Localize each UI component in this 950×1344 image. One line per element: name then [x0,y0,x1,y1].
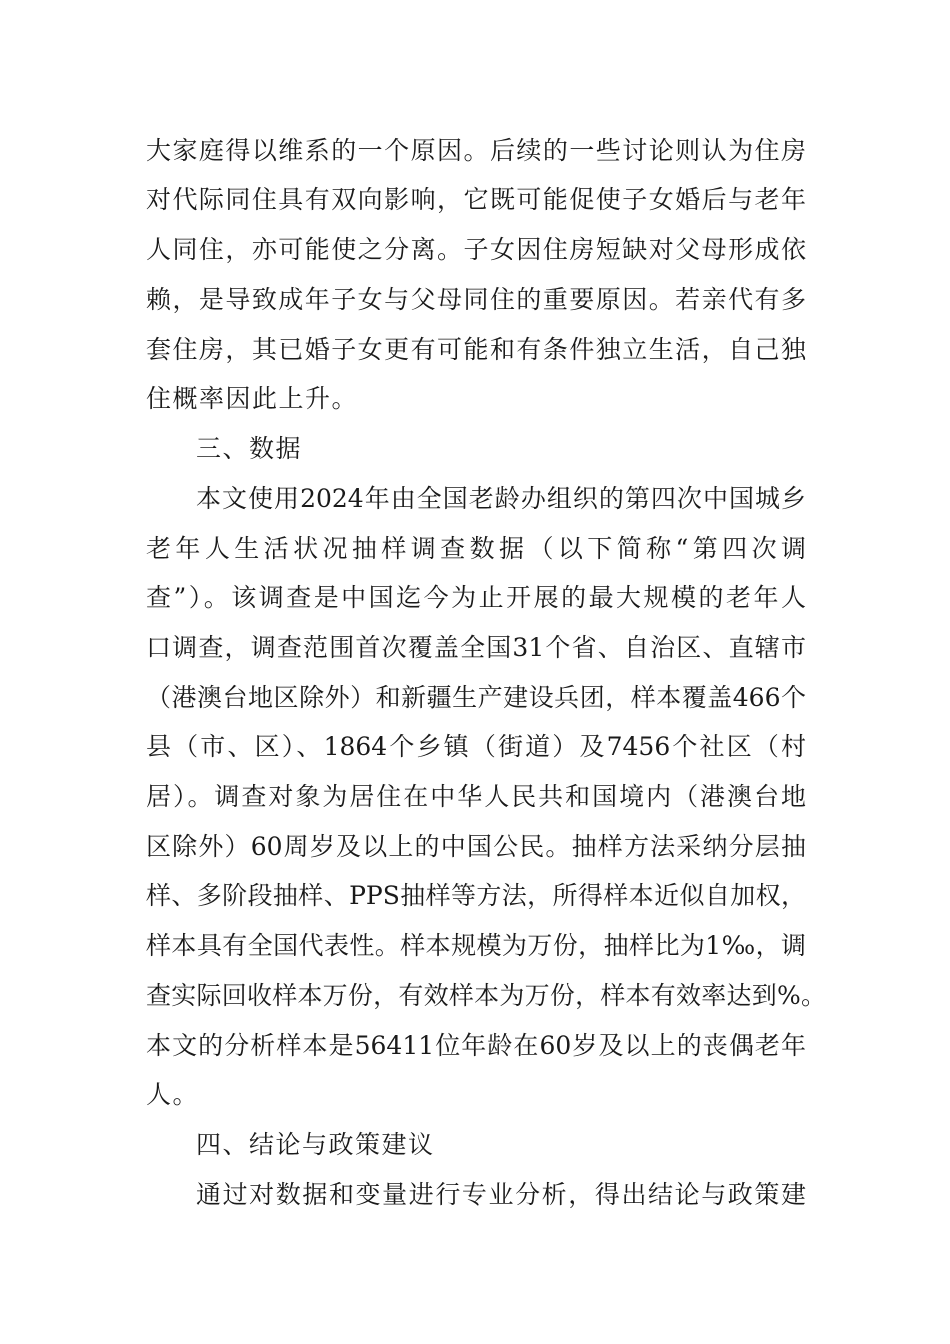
paragraph-2-line-2: 老年人生活状况抽样调查数据（以下简称“第四次调 [146,534,806,563]
paragraph-1-line-4: 赖，是导致成年子女与父母同住的重要原因。若亲代有多 [146,285,806,314]
paragraph-2-line-5: （港澳台地区除外）和新疆生产建设兵团，样本覆盖466个 [146,683,806,712]
paragraph-2-line-4: 口调查，调查范围首次覆盖全国31个省、自治区、直辖市 [146,633,806,662]
paragraph-1-line-2: 对代际同住具有双向影响，它既可能促使子女婚后与老年 [146,185,806,214]
paragraph-2-line-12: 本文的分析样本是56411位年龄在60岁及以上的丧偶老年 [146,1031,806,1060]
paragraph-2-line-11: 查实际回收样本万份，有效样本为万份，样本有效率达到%。 [146,981,826,1010]
paragraph-1-line-3: 人同住，亦可能使之分离。子女因住房短缺对父母形成依 [146,235,806,264]
paragraph-2-line-7: 居）。调查对象为居住在中华人民共和国境内（港澳台地 [146,782,806,811]
paragraph-2-line-8: 区除外）60周岁及以上的中国公民。抽样方法采纳分层抽 [146,832,806,861]
section-heading-conclusion: 四、结论与政策建议 [196,1130,435,1159]
paragraph-2-line-3: 查”）。该调查是中国迄今为止开展的最大规模的老年人 [146,583,806,612]
paragraph-1-line-1: 大家庭得以维系的一个原因。后续的一些讨论则认为住房 [146,136,806,165]
paragraph-2-line-9: 样、多阶段抽样、PPS抽样等方法，所得样本近似自加权， [146,881,806,910]
paragraph-2-line-6: 县（市、区）、1864个乡镇（街道）及7456个社区（村 [146,732,806,761]
section-heading-data: 三、数据 [196,434,303,463]
paragraph-2-line-10: 样本具有全国代表性。样本规模为万份，抽样比为1‰，调 [146,931,806,960]
paragraph-1-line-5: 套住房，其已婚子女更有可能和有条件独立生活，自己独 [146,335,806,364]
paragraph-1-line-6: 住概率因此上升。 [146,384,359,413]
paragraph-3-line-1: 通过对数据和变量进行专业分析，得出结论与政策建 [196,1180,806,1209]
paragraph-2-line-13: 人。 [146,1080,200,1109]
paragraph-2-line-1: 本文使用2024年由全国老龄办组织的第四次中国城乡 [196,484,806,513]
